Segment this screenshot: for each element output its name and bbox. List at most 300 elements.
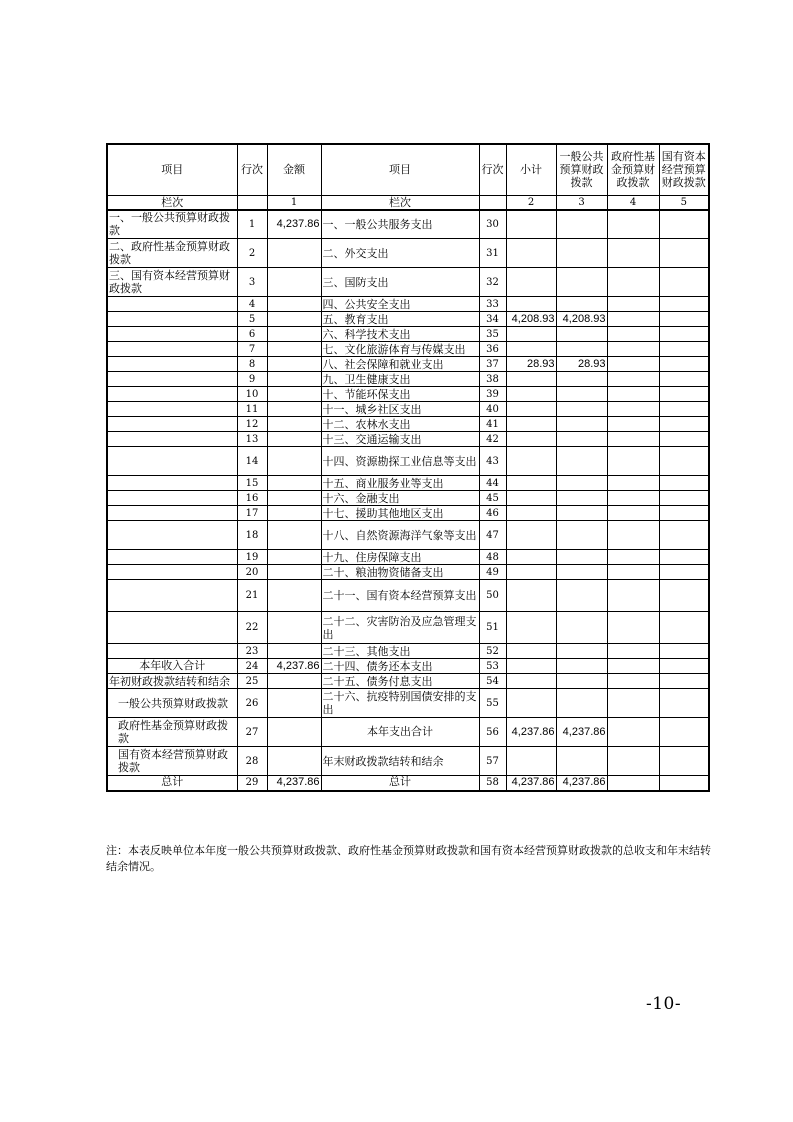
- row-subtotal: [506, 447, 556, 476]
- table-row: [107, 659, 709, 674]
- row-left-no: 14: [237, 447, 267, 476]
- table-row: [107, 387, 709, 402]
- row-right-no: 40: [479, 402, 506, 417]
- row-left-item: 三、国有资本经营预算财政拨款: [107, 268, 237, 297]
- table-row: [107, 689, 709, 718]
- row-right-item: 三、国防支出: [321, 268, 479, 297]
- row-soe-budget: [659, 432, 709, 447]
- row-right-item: 六、科学技术支出: [321, 327, 479, 342]
- row-subtotal: [506, 432, 556, 447]
- row-left-amount: [267, 476, 321, 491]
- row-soe-budget: [659, 268, 709, 297]
- row-left-item: [107, 565, 237, 580]
- row-left-no: 16: [237, 491, 267, 506]
- row-subtotal: 4,208.93: [506, 312, 556, 327]
- row-soe-budget: [659, 239, 709, 268]
- row-fund-budget: [607, 689, 659, 718]
- row-right-item: 二十五、债务付息支出: [321, 674, 479, 689]
- row-soe-budget: [659, 342, 709, 357]
- row-right-item: 二十三、其他支出: [321, 644, 479, 659]
- row-subtotal: 4,237.86: [506, 776, 556, 791]
- row-right-item: 二十四、债务还本支出: [321, 659, 479, 674]
- row-right-item: 十六、金融支出: [321, 491, 479, 506]
- row-right-item: 十四、资源勘探工业信息等支出: [321, 447, 479, 476]
- table-row: [107, 550, 709, 565]
- row-left-amount: [267, 387, 321, 402]
- row-soe-budget: [659, 718, 709, 747]
- row-subtotal: [506, 327, 556, 342]
- row-right-no: 43: [479, 447, 506, 476]
- row-fund-budget: [607, 659, 659, 674]
- row-fund-budget: [607, 417, 659, 432]
- table-row: [107, 674, 709, 689]
- table-row: [107, 312, 709, 327]
- table-row: [107, 506, 709, 521]
- row-right-no: 36: [479, 342, 506, 357]
- row-general-budget: [556, 210, 607, 239]
- row-general-budget: [556, 417, 607, 432]
- row-right-item: 十五、商业服务业等支出: [321, 476, 479, 491]
- row-right-item: 十一、城乡社区支出: [321, 402, 479, 417]
- row-general-budget: [556, 432, 607, 447]
- row-general-budget: [556, 612, 607, 644]
- row-right-item: 十九、住房保障支出: [321, 550, 479, 565]
- col-index-empty: [237, 195, 267, 210]
- header-item: 项目: [107, 144, 237, 195]
- row-subtotal: [506, 689, 556, 718]
- row-general-budget: [556, 747, 607, 776]
- row-left-item: [107, 402, 237, 417]
- row-right-no: 35: [479, 327, 506, 342]
- row-general-budget: [556, 491, 607, 506]
- table-row: [107, 776, 709, 791]
- header-general-budget: 一般公共预算财政拨款: [556, 144, 607, 195]
- row-left-item: [107, 550, 237, 565]
- row-left-amount: [267, 550, 321, 565]
- row-soe-budget: [659, 747, 709, 776]
- row-left-no: 1: [237, 210, 267, 239]
- row-subtotal: 4,237.86: [506, 718, 556, 747]
- row-fund-budget: [607, 491, 659, 506]
- table-row: [107, 747, 709, 776]
- row-fund-budget: [607, 312, 659, 327]
- row-right-no: 42: [479, 432, 506, 447]
- table-row: [107, 372, 709, 387]
- row-left-amount: [267, 612, 321, 644]
- table-row: [107, 342, 709, 357]
- row-general-budget: [556, 387, 607, 402]
- row-soe-budget: [659, 491, 709, 506]
- row-right-no: 56: [479, 718, 506, 747]
- row-subtotal: [506, 565, 556, 580]
- row-general-budget: [556, 674, 607, 689]
- row-left-no: 13: [237, 432, 267, 447]
- table-row: [107, 297, 709, 312]
- row-left-amount: [267, 718, 321, 747]
- row-fund-budget: [607, 357, 659, 372]
- row-subtotal: [506, 297, 556, 312]
- row-right-item: 十、节能环保支出: [321, 387, 479, 402]
- row-left-item: [107, 312, 237, 327]
- row-subtotal: [506, 747, 556, 776]
- row-left-amount: [267, 432, 321, 447]
- row-left-amount: [267, 447, 321, 476]
- row-fund-budget: [607, 565, 659, 580]
- row-soe-budget: [659, 521, 709, 550]
- header-fund-budget: 政府性基金预算财政拨款: [607, 144, 659, 195]
- row-left-item: [107, 521, 237, 550]
- col-index-left-label: 栏次: [107, 195, 237, 210]
- row-general-budget: [556, 239, 607, 268]
- row-right-item: 总计: [321, 776, 479, 791]
- header-row-no: 行次: [237, 144, 267, 195]
- row-general-budget: [556, 372, 607, 387]
- row-left-amount: 4,237.86: [267, 210, 321, 239]
- row-fund-budget: [607, 718, 659, 747]
- row-general-budget: [556, 447, 607, 476]
- row-right-no: 52: [479, 644, 506, 659]
- row-general-budget: [556, 521, 607, 550]
- row-left-item: 一、一般公共预算财政拨款: [107, 210, 237, 239]
- row-left-no: 20: [237, 565, 267, 580]
- row-left-no: 7: [237, 342, 267, 357]
- row-general-budget: [556, 580, 607, 612]
- row-general-budget: [556, 268, 607, 297]
- table-row: [107, 432, 709, 447]
- row-left-amount: [267, 357, 321, 372]
- row-left-item: [107, 342, 237, 357]
- row-right-no: 30: [479, 210, 506, 239]
- row-general-budget: [556, 550, 607, 565]
- header-soe-budget: 国有资本经营预算财政拨款: [659, 144, 709, 195]
- col-index-amount: 1: [267, 195, 321, 210]
- row-fund-budget: [607, 210, 659, 239]
- row-soe-budget: [659, 506, 709, 521]
- header-amount: 金额: [267, 144, 321, 195]
- page-number: -10-: [646, 994, 682, 1014]
- row-left-item: [107, 432, 237, 447]
- row-subtotal: [506, 342, 556, 357]
- row-right-item: 七、文化旅游体育与传媒支出: [321, 342, 479, 357]
- row-right-no: 49: [479, 565, 506, 580]
- row-fund-budget: [607, 674, 659, 689]
- row-fund-budget: [607, 550, 659, 565]
- row-subtotal: [506, 491, 556, 506]
- row-left-no: 12: [237, 417, 267, 432]
- row-subtotal: [506, 210, 556, 239]
- row-left-item: [107, 612, 237, 644]
- row-left-no: 2: [237, 239, 267, 268]
- row-general-budget: [556, 297, 607, 312]
- row-subtotal: [506, 402, 556, 417]
- row-left-no: 8: [237, 357, 267, 372]
- row-left-amount: [267, 417, 321, 432]
- row-general-budget: [556, 565, 607, 580]
- row-fund-budget: [607, 432, 659, 447]
- row-subtotal: [506, 521, 556, 550]
- row-left-amount: [267, 402, 321, 417]
- row-soe-budget: [659, 550, 709, 565]
- row-right-no: 53: [479, 659, 506, 674]
- row-left-no: 17: [237, 506, 267, 521]
- table-row: [107, 644, 709, 659]
- row-right-no: 50: [479, 580, 506, 612]
- row-right-item: 十二、农林水支出: [321, 417, 479, 432]
- table-body: [107, 195, 709, 791]
- row-soe-budget: [659, 476, 709, 491]
- row-subtotal: [506, 476, 556, 491]
- row-left-amount: [267, 297, 321, 312]
- row-right-no: 57: [479, 747, 506, 776]
- row-soe-budget: [659, 580, 709, 612]
- row-left-item: [107, 506, 237, 521]
- row-fund-budget: [607, 476, 659, 491]
- row-left-amount: [267, 747, 321, 776]
- row-left-amount: [267, 689, 321, 718]
- row-right-item: 十七、援助其他地区支出: [321, 506, 479, 521]
- row-subtotal: [506, 674, 556, 689]
- row-soe-budget: [659, 297, 709, 312]
- row-left-item: 总计: [107, 776, 237, 791]
- table-row: [107, 521, 709, 550]
- row-left-item: [107, 297, 237, 312]
- table-row: [107, 327, 709, 342]
- row-subtotal: [506, 372, 556, 387]
- row-right-item: 八、社会保障和就业支出: [321, 357, 479, 372]
- row-left-item: [107, 476, 237, 491]
- row-fund-budget: [607, 239, 659, 268]
- row-soe-budget: [659, 312, 709, 327]
- row-left-no: 26: [237, 689, 267, 718]
- row-right-item: 二、外交支出: [321, 239, 479, 268]
- header-subtotal: 小计: [506, 144, 556, 195]
- row-left-amount: [267, 268, 321, 297]
- row-subtotal: [506, 644, 556, 659]
- row-left-no: 10: [237, 387, 267, 402]
- column-index-row: [107, 195, 709, 210]
- table-row: [107, 357, 709, 372]
- row-right-item: 四、公共安全支出: [321, 297, 479, 312]
- table-note: 注：本表反映单位本年度一般公共预算财政拨款、政府性基金预算财政拨款和国有资本经营预算财政拨款的总收支和年末结转结余情况。: [106, 844, 711, 873]
- row-left-item: 一般公共预算财政拨款: [107, 689, 237, 718]
- table-row: [107, 612, 709, 644]
- row-right-item: 二十、粮油物资储备支出: [321, 565, 479, 580]
- row-soe-budget: [659, 357, 709, 372]
- header-item-right: 项目: [321, 144, 479, 195]
- row-general-budget: 4,237.86: [556, 776, 607, 791]
- row-left-amount: [267, 327, 321, 342]
- row-left-no: 6: [237, 327, 267, 342]
- row-left-item: [107, 387, 237, 402]
- header-row-no-right: 行次: [479, 144, 506, 195]
- row-right-no: 41: [479, 417, 506, 432]
- table-row: [107, 268, 709, 297]
- row-left-item: 本年收入合计: [107, 659, 237, 674]
- row-soe-budget: [659, 776, 709, 791]
- row-left-no: 9: [237, 372, 267, 387]
- row-left-no: 22: [237, 612, 267, 644]
- row-left-amount: [267, 491, 321, 506]
- row-fund-budget: [607, 644, 659, 659]
- row-fund-budget: [607, 402, 659, 417]
- row-fund-budget: [607, 372, 659, 387]
- row-general-budget: 4,208.93: [556, 312, 607, 327]
- row-soe-budget: [659, 387, 709, 402]
- table-row: [107, 565, 709, 580]
- row-left-amount: [267, 644, 321, 659]
- row-left-amount: [267, 580, 321, 612]
- row-right-no: 37: [479, 357, 506, 372]
- row-subtotal: [506, 387, 556, 402]
- row-left-item: [107, 417, 237, 432]
- row-subtotal: [506, 506, 556, 521]
- table-row: [107, 447, 709, 476]
- row-left-amount: [267, 239, 321, 268]
- header-row: [107, 144, 709, 195]
- table-row: [107, 417, 709, 432]
- row-right-no: 47: [479, 521, 506, 550]
- row-right-no: 54: [479, 674, 506, 689]
- row-left-amount: [267, 506, 321, 521]
- row-fund-budget: [607, 327, 659, 342]
- row-left-item: 国有资本经营预算财政拨款: [107, 747, 237, 776]
- row-general-budget: [556, 689, 607, 718]
- row-left-item: 政府性基金预算财政拨款: [107, 718, 237, 747]
- row-right-no: 44: [479, 476, 506, 491]
- row-fund-budget: [607, 580, 659, 612]
- row-right-no: 46: [479, 506, 506, 521]
- row-right-item: 二十一、国有资本经营预算支出: [321, 580, 479, 612]
- row-soe-budget: [659, 644, 709, 659]
- row-soe-budget: [659, 372, 709, 387]
- col-index-right-label: 栏次: [321, 195, 479, 210]
- row-fund-budget: [607, 297, 659, 312]
- row-fund-budget: [607, 387, 659, 402]
- row-subtotal: [506, 268, 556, 297]
- row-right-item: 本年支出合计: [321, 718, 479, 747]
- col-index-fund: 4: [607, 195, 659, 210]
- col-index-subtotal: 2: [506, 195, 556, 210]
- row-general-budget: [556, 644, 607, 659]
- row-soe-budget: [659, 689, 709, 718]
- row-left-no: 23: [237, 644, 267, 659]
- row-soe-budget: [659, 210, 709, 239]
- row-right-no: 55: [479, 689, 506, 718]
- table-row: [107, 239, 709, 268]
- row-left-no: 29: [237, 776, 267, 791]
- row-right-item: 十八、自然资源海洋气象等支出: [321, 521, 479, 550]
- table-row: [107, 491, 709, 506]
- row-fund-budget: [607, 342, 659, 357]
- row-soe-budget: [659, 447, 709, 476]
- row-left-item: [107, 327, 237, 342]
- row-left-no: 21: [237, 580, 267, 612]
- row-right-item: 二十六、抗疫特别国债安排的支出: [321, 689, 479, 718]
- row-soe-budget: [659, 327, 709, 342]
- row-left-item: [107, 491, 237, 506]
- row-fund-budget: [607, 612, 659, 644]
- row-left-amount: [267, 312, 321, 327]
- row-right-no: 45: [479, 491, 506, 506]
- row-left-amount: [267, 565, 321, 580]
- row-fund-budget: [607, 776, 659, 791]
- row-right-item: 二十二、灾害防治及应急管理支出: [321, 612, 479, 644]
- row-left-no: 19: [237, 550, 267, 565]
- row-left-item: [107, 357, 237, 372]
- row-fund-budget: [607, 268, 659, 297]
- row-soe-budget: [659, 612, 709, 644]
- row-right-no: 48: [479, 550, 506, 565]
- row-right-item: 一、一般公共服务支出: [321, 210, 479, 239]
- row-left-no: 3: [237, 268, 267, 297]
- row-right-item: 九、卫生健康支出: [321, 372, 479, 387]
- row-general-budget: [556, 342, 607, 357]
- table-row: [107, 210, 709, 239]
- row-subtotal: [506, 580, 556, 612]
- row-general-budget: 28.93: [556, 357, 607, 372]
- row-subtotal: 28.93: [506, 357, 556, 372]
- row-left-amount: [267, 342, 321, 357]
- row-left-no: 11: [237, 402, 267, 417]
- row-left-amount: [267, 674, 321, 689]
- row-general-budget: [556, 327, 607, 342]
- row-left-no: 15: [237, 476, 267, 491]
- row-fund-budget: [607, 521, 659, 550]
- row-left-item: [107, 580, 237, 612]
- row-general-budget: [556, 402, 607, 417]
- row-right-no: 38: [479, 372, 506, 387]
- row-right-no: 32: [479, 268, 506, 297]
- row-fund-budget: [607, 506, 659, 521]
- row-soe-budget: [659, 402, 709, 417]
- col-index-soe: 5: [659, 195, 709, 210]
- row-left-no: 28: [237, 747, 267, 776]
- table-row: [107, 580, 709, 612]
- row-left-no: 4: [237, 297, 267, 312]
- row-soe-budget: [659, 674, 709, 689]
- col-index-general: 3: [556, 195, 607, 210]
- row-right-no: 51: [479, 612, 506, 644]
- row-right-item: 十三、交通运输支出: [321, 432, 479, 447]
- row-general-budget: [556, 476, 607, 491]
- row-left-item: [107, 644, 237, 659]
- row-soe-budget: [659, 565, 709, 580]
- row-left-item: 年初财政拨款结转和结余: [107, 674, 237, 689]
- table-row: [107, 476, 709, 491]
- row-right-item: 年末财政拨款结转和结余: [321, 747, 479, 776]
- col-index-empty: [479, 195, 506, 210]
- row-soe-budget: [659, 417, 709, 432]
- row-soe-budget: [659, 659, 709, 674]
- row-right-no: 31: [479, 239, 506, 268]
- row-left-amount: 4,237.86: [267, 776, 321, 791]
- row-left-item: [107, 372, 237, 387]
- row-left-no: 5: [237, 312, 267, 327]
- row-right-no: 34: [479, 312, 506, 327]
- fiscal-appropriation-table: [106, 143, 710, 792]
- row-right-item: 五、教育支出: [321, 312, 479, 327]
- row-left-no: 18: [237, 521, 267, 550]
- row-right-no: 33: [479, 297, 506, 312]
- row-subtotal: [506, 550, 556, 565]
- row-fund-budget: [607, 447, 659, 476]
- row-subtotal: [506, 612, 556, 644]
- row-right-no: 58: [479, 776, 506, 791]
- row-subtotal: [506, 239, 556, 268]
- row-general-budget: [556, 659, 607, 674]
- row-left-amount: [267, 521, 321, 550]
- row-left-no: 25: [237, 674, 267, 689]
